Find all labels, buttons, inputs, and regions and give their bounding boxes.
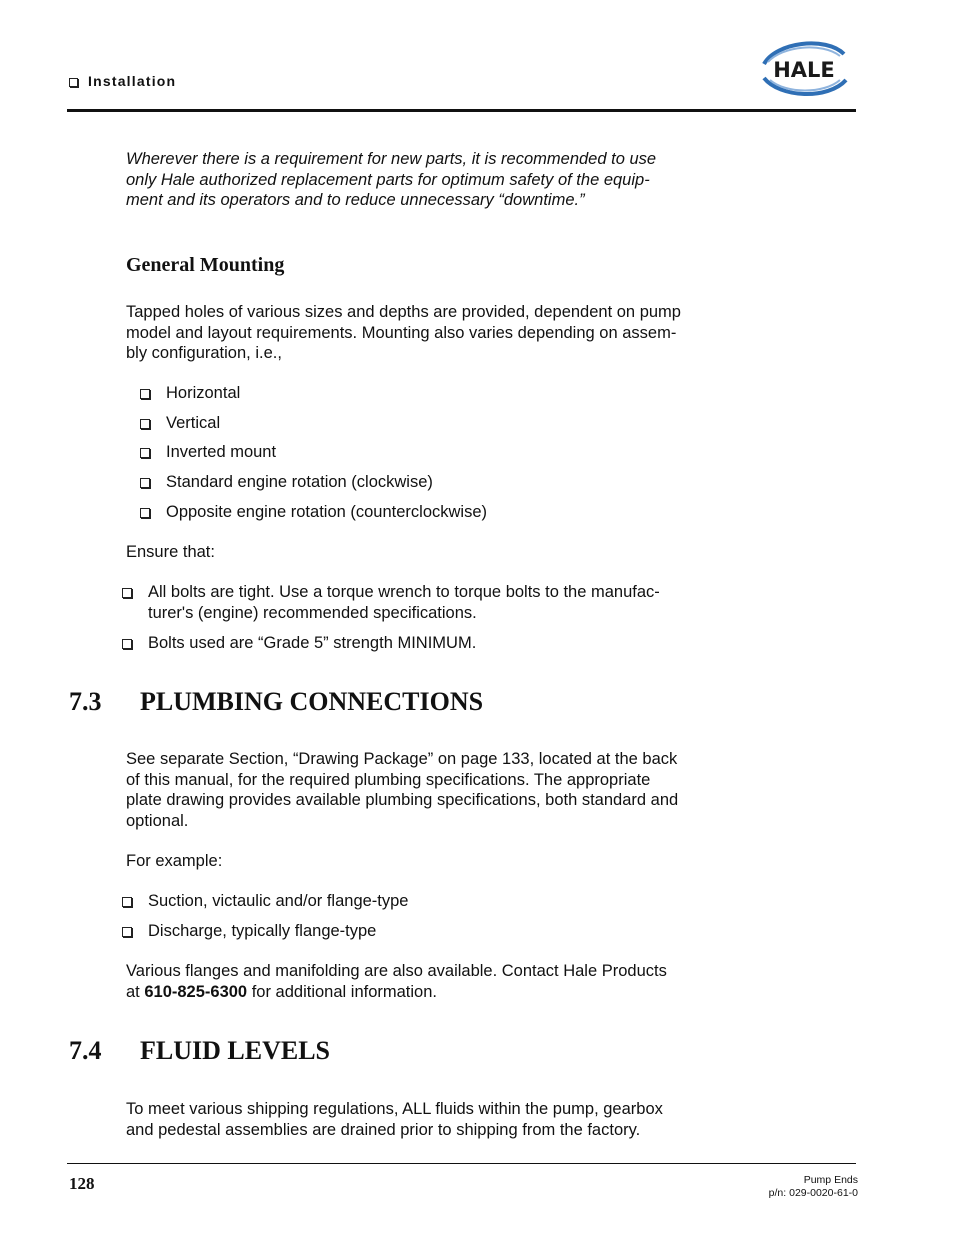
list-item-line: Bolts used are “Grade 5” strength MINIMUM. bbox=[148, 634, 477, 652]
list-item-label: Opposite engine rotation (counterclockwise) bbox=[166, 503, 488, 521]
list-item bbox=[140, 502, 487, 532]
list-item-label: Inverted mount bbox=[166, 443, 277, 461]
list-item bbox=[122, 891, 408, 921]
footer-rule bbox=[67, 1163, 856, 1164]
checkbox-bullet-icon bbox=[122, 897, 132, 907]
hale-logo bbox=[756, 36, 852, 102]
paragraph-line: plate drawing provides available plumbing specifications, both standard and bbox=[126, 791, 679, 809]
intro-note bbox=[126, 149, 656, 211]
list-item bbox=[140, 442, 487, 472]
ensure-label: Ensure that: bbox=[126, 543, 215, 561]
mounting-options-list bbox=[140, 383, 487, 532]
paragraph-line: To meet various shipping regulations, ALL fluids within the pump, gearbox bbox=[126, 1100, 663, 1118]
example-label: For example: bbox=[126, 852, 223, 870]
section-73-heading bbox=[69, 687, 483, 717]
list-item-label: Horizontal bbox=[166, 384, 241, 402]
section-title: FLUID LEVELS bbox=[140, 1036, 330, 1065]
intro-line: only Hale authorized replacement parts for optimum safety of the equip- bbox=[126, 170, 650, 189]
footer-doc-info bbox=[769, 1174, 858, 1200]
checkbox-bullet-icon bbox=[122, 588, 132, 598]
checkbox-bullet-icon bbox=[69, 78, 78, 87]
checkbox-bullet-icon bbox=[122, 639, 132, 649]
paragraph-line: bly configuration, i.e., bbox=[126, 344, 282, 362]
section-title: PLUMBING CONNECTIONS bbox=[140, 687, 484, 716]
paragraph-line: Various flanges and manifolding are also available. Contact Hale Products bbox=[126, 962, 667, 980]
list-item-label: Discharge, typically flange-type bbox=[148, 922, 377, 940]
ensure-checklist bbox=[122, 582, 722, 654]
checkbox-bullet-icon bbox=[140, 389, 150, 399]
checkbox-bullet-icon bbox=[140, 448, 150, 458]
list-item bbox=[140, 413, 487, 442]
section-number: 7.3 bbox=[69, 687, 102, 716]
checkbox-bullet-icon bbox=[140, 419, 150, 429]
list-item-label: Suction, victaulic and/or flange-type bbox=[148, 892, 409, 910]
paragraph-line: model and layout requirements. Mounting also varies depending on assem- bbox=[126, 323, 677, 342]
general-mounting-paragraph bbox=[126, 302, 681, 364]
section-74-paragraph bbox=[126, 1099, 663, 1140]
list-item-line: All bolts are tight. Use a torque wrench to torque bolts to the manufac- bbox=[148, 583, 660, 601]
section-74-heading bbox=[69, 1036, 330, 1066]
header-section-label-wrap bbox=[69, 73, 176, 89]
hale-logo-icon bbox=[756, 36, 852, 102]
list-item-label: Standard engine rotation (clockwise) bbox=[166, 473, 433, 491]
list-item bbox=[122, 921, 408, 942]
paragraph-line: and pedestal assemblies are drained prior to shipping from the factory. bbox=[126, 1120, 641, 1139]
checkbox-bullet-icon bbox=[140, 508, 150, 518]
list-item bbox=[122, 633, 722, 654]
header-section-label: Installation bbox=[88, 73, 177, 89]
paragraph-line: See separate Section, “Drawing Package” on page 133, located at the back bbox=[126, 750, 678, 768]
contact-paragraph bbox=[126, 961, 667, 1002]
list-item bbox=[122, 582, 722, 633]
general-mounting-heading: General Mounting bbox=[126, 254, 285, 276]
list-item bbox=[140, 383, 487, 413]
footer-part-number: p/n: 029-0020-61-0 bbox=[768, 1187, 858, 1199]
intro-line: ment and its operators and to reduce unnecessary “downtime.” bbox=[126, 191, 585, 209]
checkbox-bullet-icon bbox=[122, 927, 132, 937]
contact-suffix: for additional information. bbox=[247, 982, 437, 1001]
header-rule bbox=[67, 109, 856, 112]
intro-line: Wherever there is a requirement for new parts, it is recommended to use bbox=[126, 150, 657, 168]
section-73-paragraph bbox=[126, 749, 678, 831]
page-number: 128 bbox=[69, 1174, 95, 1193]
checkbox-bullet-icon bbox=[140, 478, 150, 488]
contact-prefix: at bbox=[126, 982, 145, 1001]
section-number: 7.4 bbox=[69, 1036, 102, 1065]
logo-text: HALE bbox=[773, 58, 835, 82]
paragraph-line: of this manual, for the required plumbing specifications. The appropriate bbox=[126, 770, 651, 789]
paragraph-line: Tapped holes of various sizes and depths are provided, dependent on pump bbox=[126, 303, 681, 321]
paragraph-line bbox=[126, 982, 667, 1003]
contact-phone: 610-825-6300 bbox=[144, 982, 248, 1001]
list-item-label: Vertical bbox=[166, 414, 221, 432]
examples-list bbox=[122, 891, 408, 942]
paragraph-line: optional. bbox=[126, 811, 189, 830]
list-item-line: turer's (engine) recommended specifications. bbox=[148, 603, 477, 622]
footer-doc-title: Pump Ends bbox=[803, 1174, 858, 1186]
list-item bbox=[140, 472, 487, 502]
